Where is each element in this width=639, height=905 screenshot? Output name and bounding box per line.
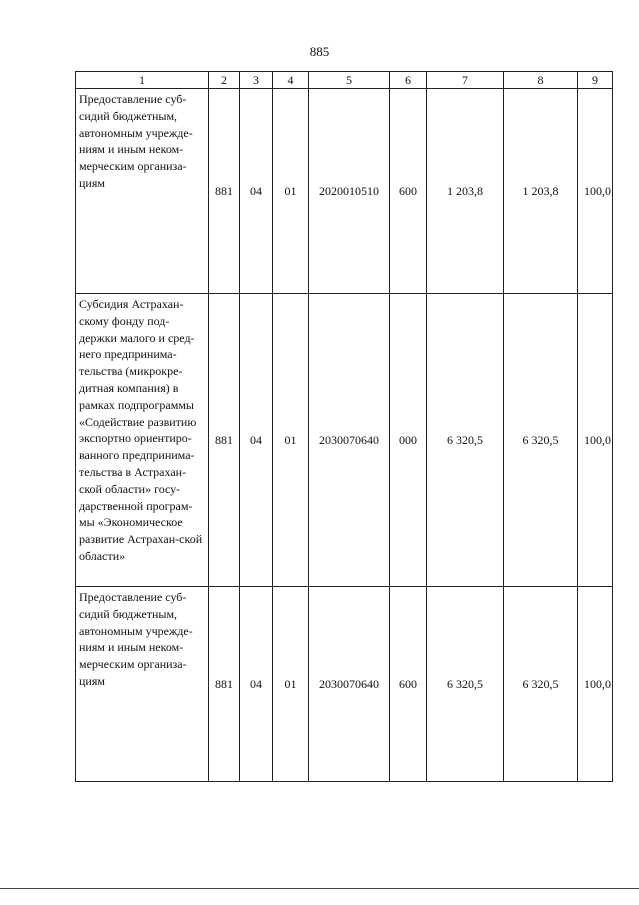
table-row <box>76 294 613 587</box>
cell-col5: 2030070640 <box>309 587 390 782</box>
cell-col7: 6 320,5 <box>427 587 504 782</box>
cell-col2: 881 <box>209 294 240 587</box>
page-bottom-rule <box>0 888 639 889</box>
table-row <box>76 89 613 294</box>
row-description: Предоставление суб-сидий бюджетным, автономным учрежде-ниям и иным неком-мерческим организа-циям <box>76 587 209 782</box>
cell-col8: 1 203,8 <box>504 89 578 294</box>
cell-col2: 881 <box>209 89 240 294</box>
cell-col7: 6 320,5 <box>427 294 504 587</box>
table-row <box>76 587 613 782</box>
page-number: 885 <box>309 44 330 59</box>
header-cell: 5 <box>309 72 390 89</box>
cell-col9: 100,0 <box>578 89 613 294</box>
cell-col9: 100,0 <box>578 587 613 782</box>
cell-col9: 100,0 <box>578 294 613 587</box>
header-cell: 9 <box>578 72 613 89</box>
header-cell: 2 <box>209 72 240 89</box>
cell-col8: 6 320,5 <box>504 294 578 587</box>
cell-col3: 04 <box>240 587 273 782</box>
cell-col4: 01 <box>273 89 309 294</box>
row-description: Предоставление суб-сидий бюджетным, автономным учрежде-ниям и иным неком-мерческим организа-циям <box>76 89 209 294</box>
cell-col8: 6 320,5 <box>504 587 578 782</box>
header-cell: 4 <box>273 72 309 89</box>
cell-col5: 2020010510 <box>309 89 390 294</box>
cell-col6: 600 <box>390 587 427 782</box>
header-cell: 3 <box>240 72 273 89</box>
header-cell: 8 <box>504 72 578 89</box>
cell-col5: 2030070640 <box>309 294 390 587</box>
header-cell: 6 <box>390 72 427 89</box>
budget-table <box>75 71 613 782</box>
cell-col4: 01 <box>273 294 309 587</box>
cell-col2: 881 <box>209 587 240 782</box>
header-cell: 1 <box>76 72 209 89</box>
header-row <box>76 72 613 89</box>
header-cell: 7 <box>427 72 504 89</box>
cell-col6: 600 <box>390 89 427 294</box>
cell-col7: 1 203,8 <box>427 89 504 294</box>
cell-col3: 04 <box>240 294 273 587</box>
cell-col6: 000 <box>390 294 427 587</box>
cell-col4: 01 <box>273 587 309 782</box>
row-description: Субсидия Астрахан-скому фонду под-держки малого и сред-него предпринима-тельства (микрокре-дитная компания) в рамках подпрограммы «Содействие развитию экспортно ориентиро-ванного предпринима-тельства в Астрахан-ской области» госу-дарственной програм-мы «Экономическое развитие Астрахан-ской области» <box>76 294 209 587</box>
cell-col3: 04 <box>240 89 273 294</box>
